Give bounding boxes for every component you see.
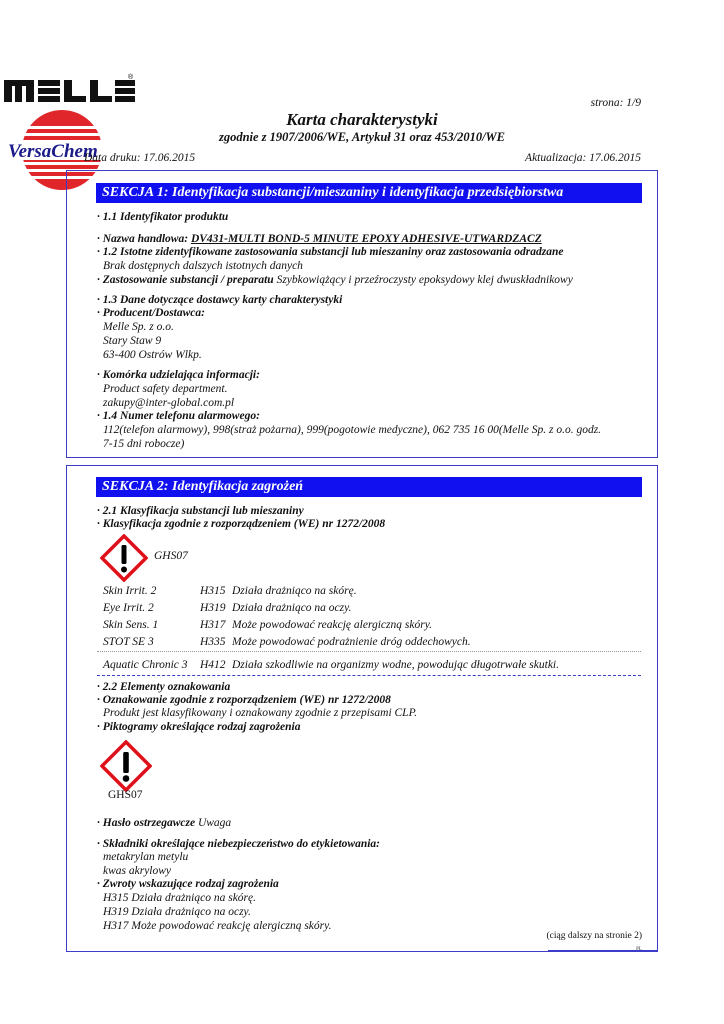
language-code: PL — [636, 947, 642, 952]
hazard-text: Może powodować podrażnienie dróg oddechowych. — [232, 636, 471, 648]
trade-name-line — [97, 233, 542, 246]
use-text: Szybkowiążący i przeźroczysty epoksydowy klej dwuskładnikowy — [276, 274, 573, 286]
ghs07-pictogram-icon — [100, 534, 148, 582]
use-line — [97, 274, 573, 287]
document-subtitle: zgodnie z 1907/2006/WE, Artykuł 31 oraz 453/2010/WE — [218, 130, 506, 144]
ghs07-label: GHS07 — [108, 789, 143, 801]
label-reg-text: Produkt jest klasyfikowany i oznakowany zgodnie z przepisami CLP. — [103, 707, 417, 719]
hazard-row — [103, 602, 351, 615]
trade-name-value: DV431-MULTI BOND-5 MINUTE EPOXY ADHESIVE-UTWARDZACZ — [190, 233, 542, 245]
s12-text: Brak dostępnych dalszych istotnych danych — [103, 260, 303, 272]
info-label: · Komórka udzielająca informacji: — [97, 369, 260, 381]
continued-note: (ciąg dalszy na stronie 2) — [546, 931, 642, 941]
hazard-text: Działa szkodliwie na organizmy wodne, powodując długotrwałe skutki. — [232, 659, 559, 671]
producer-line: 63-400 Ostrów Wlkp. — [103, 349, 202, 361]
registered-mark: ® — [128, 74, 134, 81]
hazard-text: Działa drażniąco na skórę. — [232, 585, 357, 597]
melle-logo — [4, 72, 136, 106]
hstatement-item: H319 Działa drażniąco na oczy. — [103, 906, 251, 918]
print-date: Data druku: 17.06.2015 — [84, 152, 196, 164]
section1-heading: SEKCJA 1: Identyfikacja substancji/mieszaniny i identyfikacja przedsiębiorstwa — [96, 183, 642, 203]
trade-name-label: · Nazwa handlowa: — [97, 233, 189, 245]
section2-heading: SEKCJA 2: Identyfikacja zagrożeń — [96, 477, 642, 497]
hazard-code: H317 — [200, 619, 226, 631]
hazard-class: Eye Irrit. 2 — [103, 602, 154, 614]
s14-heading: · 1.4 Numer telefonu alarmowego: — [97, 410, 260, 422]
versachem-wordmark: VersaChem — [8, 141, 98, 162]
s13-heading: · 1.3 Dane dotyczące dostawcy karty charakterystyki — [97, 294, 343, 306]
hazard-class: Aquatic Chronic 3 — [103, 659, 188, 671]
s11-heading: · 1.1 Identyfikator produktu — [97, 211, 229, 223]
s21-heading: · 2.1 Klasyfikacja substancji lub mieszaniny — [97, 505, 304, 517]
hazard-code: H319 — [200, 602, 226, 614]
hazard-row — [103, 619, 432, 632]
hazard-class: STOT SE 3 — [103, 636, 154, 648]
signal-word: Uwaga — [197, 817, 232, 829]
component-item: metakrylan metylu — [103, 851, 189, 863]
hazard-code: H412 — [200, 659, 226, 671]
ghs07-pictogram-icon — [100, 740, 152, 792]
hazard-class: Skin Irrit. 2 — [103, 585, 157, 597]
hazard-text: Może powodować reakcję alergiczną skóry. — [232, 619, 433, 631]
hstatements-label: · Zwroty wskazujące rodzaj zagrożenia — [97, 878, 279, 890]
hazard-code: H315 — [200, 585, 226, 597]
component-item: kwas akrylowy — [103, 865, 172, 877]
pictograms-label: · Piktogramy określające rodzaj zagrożenia — [97, 721, 301, 733]
dashed-divider — [97, 675, 641, 676]
hazard-row — [103, 636, 471, 649]
document-title: Karta charakterystyki — [286, 110, 438, 129]
s14-text-2: 7-15 dni robocze) — [103, 438, 185, 450]
hazard-row — [103, 585, 357, 598]
classification-label: · Klasyfikacja zgodnie z rozporządzeniem (WE) nr 1272/2008 — [97, 518, 386, 530]
s22-heading: · 2.2 Elementy oznakowania — [97, 681, 231, 693]
producer-line: Stary Staw 9 — [103, 335, 162, 347]
hstatement-item: H315 Działa drażniąco na skórę. — [103, 892, 257, 904]
page-number: strona: 1/9 — [590, 97, 641, 109]
s12-heading: · 1.2 Istotne zidentyfikowane zastosowania substancji lub mieszaniny oraz zastosowania odradzane — [97, 246, 564, 258]
label-reg-heading: · Oznakowanie zgodnie z rozporządzeniem (WE) nr 1272/2008 — [97, 694, 391, 706]
hazard-row-aquatic — [103, 659, 559, 672]
hazard-class: Skin Sens. 1 — [103, 619, 159, 631]
dotted-divider — [97, 651, 641, 652]
signal-line — [97, 817, 231, 830]
components-label: · Składniki określające niebezpieczeństwo do etykietowania: — [97, 838, 381, 850]
update-date: Aktualizacja: 17.06.2015 — [525, 152, 641, 164]
info-line: Product safety department. — [103, 383, 228, 395]
producer-label: · Producent/Dostawca: — [97, 307, 205, 319]
producer-line: Melle Sp. z o.o. — [103, 321, 174, 333]
s14-text-1: 112(telefon alarmowy), 998(straż pożarna), 999(pogotowie medyczne), 062 735 16 00(Melle Sp. z o.o. godz. — [103, 424, 602, 436]
hstatement-item: H317 Może powodować reakcję alergiczną skóry. — [103, 920, 332, 932]
hazard-text: Działa drażniąco na oczy. — [232, 602, 352, 614]
ghs07-label: GHS07 — [154, 550, 188, 562]
signal-label: · Hasło ostrzegawcze — [97, 817, 196, 829]
use-label: · Zastosowanie substancji / preparatu — [97, 274, 274, 286]
info-email[interactable]: zakupy@inter-global.com.pl — [103, 397, 235, 409]
hazard-code: H335 — [200, 636, 226, 648]
